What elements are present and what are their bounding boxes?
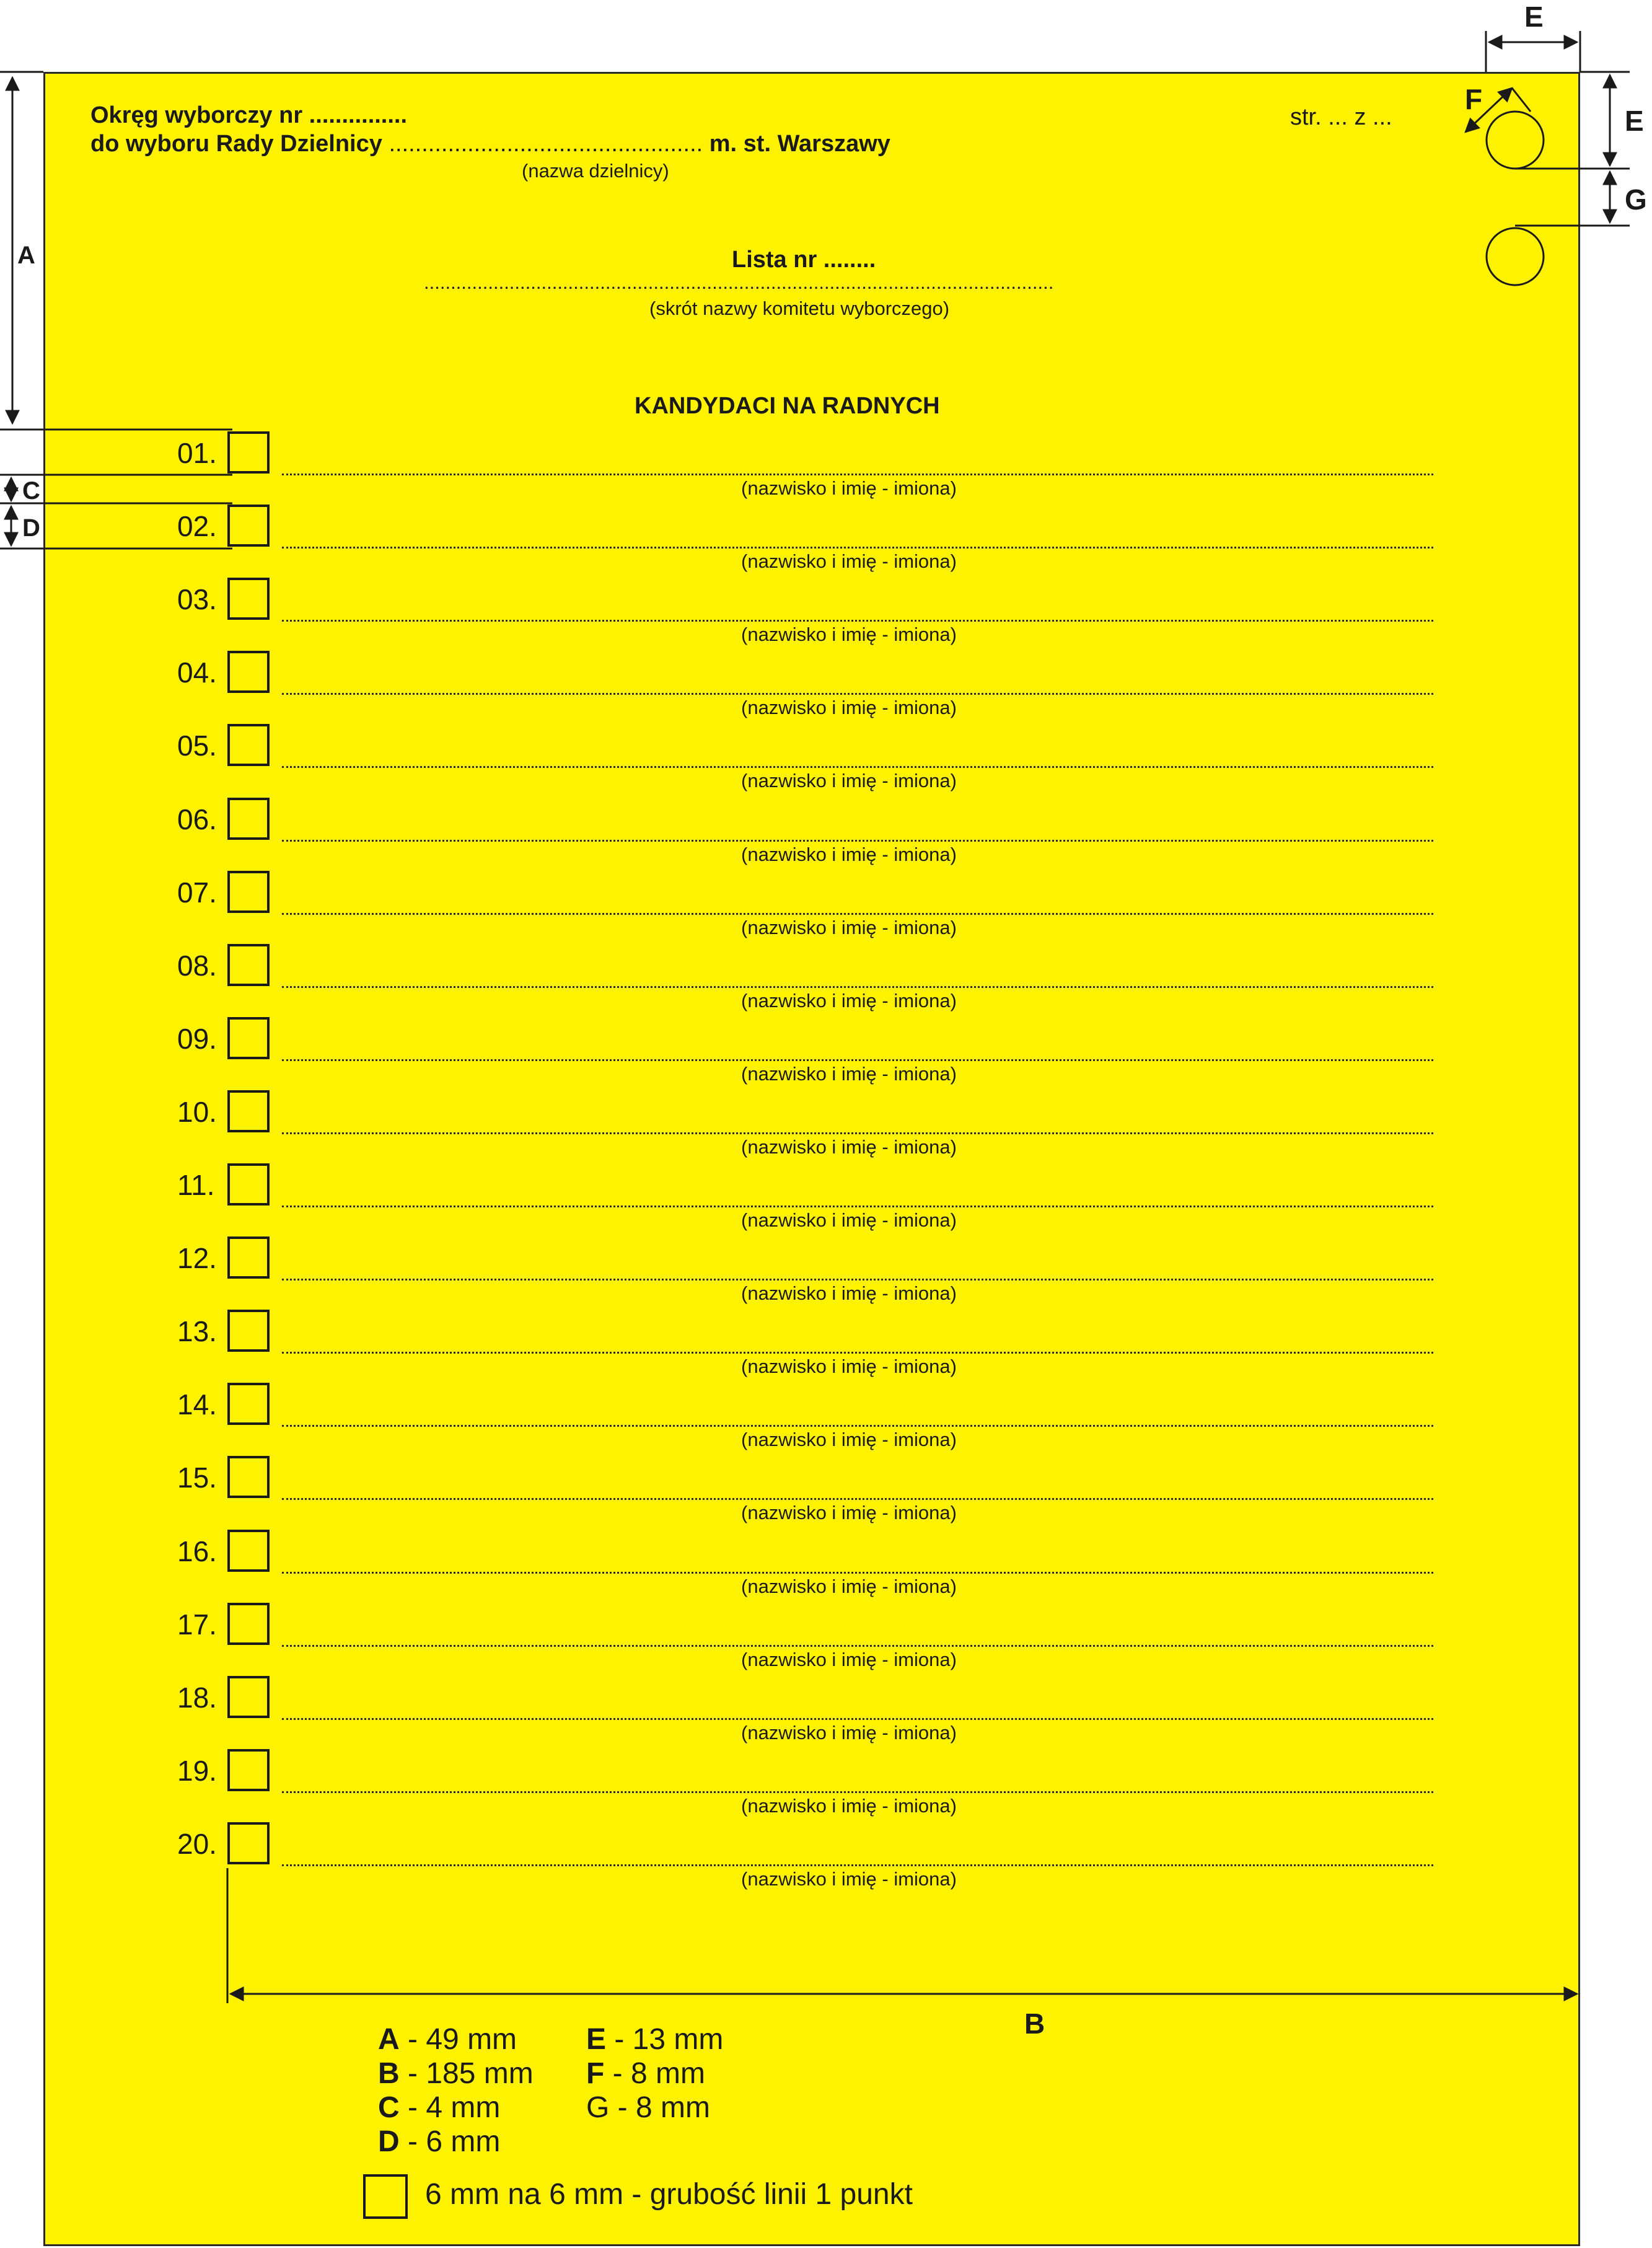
candidate-name-caption: (nazwisko i imię - imiona) (741, 477, 957, 499)
candidate-name-caption: (nazwisko i imię - imiona) (741, 1648, 957, 1670)
candidate-number: 17. (177, 1608, 217, 1641)
dimension-label-e-right: E (1625, 105, 1644, 137)
dimension-label-g: G (1625, 183, 1647, 216)
candidate-number: 12. (177, 1242, 217, 1275)
candidate-number: 13. (177, 1315, 217, 1348)
district-number-line: Okręg wyborczy nr ............... (90, 102, 408, 128)
candidate-number: 07. (177, 876, 217, 909)
legend-e: E - 13 mm (586, 2023, 724, 2056)
legend-b: B - 185 mm (378, 2057, 534, 2090)
candidate-number: 19. (177, 1754, 217, 1787)
candidate-name-caption: (nazwisko i imię - imiona) (741, 624, 957, 646)
list-number-title: Lista nr ........ (732, 247, 876, 273)
candidate-number: 11. (177, 1169, 215, 1201)
candidate-name-caption: (nazwisko i imię - imiona) (741, 1209, 957, 1231)
district-caption: (nazwa dzielnicy) (522, 160, 669, 182)
legend-c: C - 4 mm (378, 2091, 501, 2124)
dimension-label-b: B (1024, 2008, 1045, 2040)
candidate-number: 18. (177, 1681, 217, 1714)
candidate-name-caption: (nazwisko i imię - imiona) (741, 1867, 957, 1890)
page-indicator: str. ... z ... (1290, 104, 1392, 130)
dimension-label-a: A (17, 242, 35, 269)
candidate-number: 03. (177, 583, 217, 616)
candidate-name-caption: (nazwisko i imię - imiona) (741, 1575, 957, 1597)
candidate-name-caption: (nazwisko i imię - imiona) (741, 1062, 957, 1085)
punch-hole-top (1487, 112, 1544, 169)
candidate-name-caption: (nazwisko i imię - imiona) (741, 1721, 957, 1743)
legend-a: A - 49 mm (378, 2023, 517, 2056)
candidate-number: 14. (177, 1388, 217, 1421)
dimension-label-e-top: E (1524, 1, 1544, 33)
candidate-number: 16. (177, 1535, 217, 1567)
legend-sample-box (363, 2174, 408, 2219)
candidate-number: 09. (177, 1022, 217, 1055)
candidate-number: 20. (177, 1827, 217, 1860)
candidate-name-caption: (nazwisko i imię - imiona) (741, 1282, 957, 1305)
candidate-number: 06. (177, 803, 217, 835)
legend-box-note: 6 mm na 6 mm - grubość linii 1 punkt (425, 2178, 913, 2211)
dimension-label-f: F (1465, 83, 1483, 115)
council-suffix: m. st. Warszawy (709, 131, 890, 157)
dimension-e-horizontal (1486, 31, 1580, 72)
candidate-name-caption: (nazwisko i imię - imiona) (741, 843, 957, 865)
candidate-name-caption: (nazwisko i imię - imiona) (741, 1429, 957, 1451)
candidate-number: 15. (177, 1461, 217, 1494)
candidate-number: 10. (177, 1095, 217, 1128)
committee-caption: (skrót nazwy komitetu wyborczego) (649, 298, 950, 319)
candidate-number: 01. (177, 437, 217, 469)
candidate-name-caption: (nazwisko i imię - imiona) (741, 1355, 957, 1378)
dimension-b (227, 1868, 1577, 2003)
candidate-name-caption: (nazwisko i imię - imiona) (741, 1502, 957, 1524)
candidates-section-title: KANDYDACI NA RADNYCH (635, 393, 940, 419)
council-dots: ................................................ (389, 131, 703, 157)
punch-hole-bottom (1487, 228, 1544, 285)
candidate-name-caption: (nazwisko i imię - imiona) (741, 697, 957, 719)
legend-g: G - 8 mm (586, 2091, 710, 2124)
dimension-label-c: C (22, 477, 40, 505)
legend-d: D - 6 mm (378, 2125, 501, 2158)
candidate-number: 08. (177, 949, 217, 982)
council-prefix: do wyboru Rady Dzielnicy (90, 131, 382, 157)
candidate-name-caption: (nazwisko i imię - imiona) (741, 550, 957, 573)
candidate-name-caption: (nazwisko i imię - imiona) (741, 1135, 957, 1158)
candidate-name-caption: (nazwisko i imię - imiona) (741, 1794, 957, 1817)
dimension-label-d: D (22, 514, 40, 542)
legend-f: F - 8 mm (586, 2057, 705, 2090)
candidate-name-caption: (nazwisko i imię - imiona) (741, 916, 957, 938)
candidate-name-caption: (nazwisko i imię - imiona) (741, 770, 957, 792)
candidate-number: 02. (177, 510, 217, 543)
committee-dots: ...................................................................................................................... (424, 271, 1054, 293)
candidate-number: 05. (177, 729, 217, 762)
candidate-number: 04. (177, 656, 217, 689)
candidate-name-caption: (nazwisko i imię - imiona) (741, 989, 957, 1012)
